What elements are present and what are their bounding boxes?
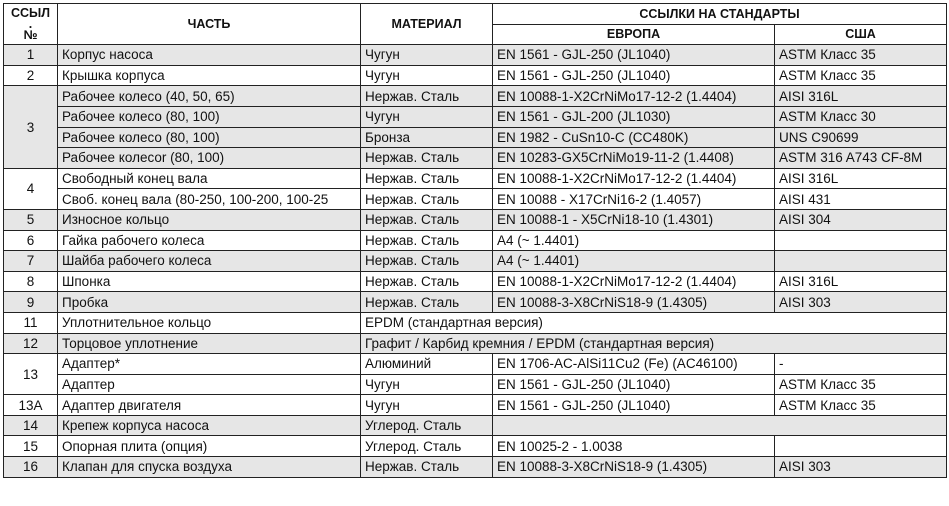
part-cell: Рабочее колесо (80, 100): [58, 106, 361, 127]
table-row: [4, 333, 947, 354]
material-cell: Алюминий: [361, 354, 493, 375]
part-cell: Опорная плита (опция): [58, 436, 361, 457]
europe-standard-cell: EN 10088-1-X2CrNiMo17-12-2 (1.4404): [493, 168, 775, 189]
table-row: [4, 148, 947, 169]
table-row: [4, 45, 947, 66]
europe-standard-cell: EN 10025-2 - 1.0038: [493, 436, 775, 457]
europe-standard-cell: EN 1982 - CuSn10-C (CC480K): [493, 127, 775, 148]
table-row: [4, 209, 947, 230]
europe-standard-cell: EN 10088-3-X8CrNiS18-9 (1.4305): [493, 457, 775, 478]
specification-table-container: [3, 3, 947, 478]
table-row: [4, 415, 947, 436]
part-cell: Крышка корпуса: [58, 65, 361, 86]
table-row: [4, 354, 947, 375]
ref-number-cell: 13A: [4, 395, 58, 416]
material-cell: EPDM (стандартная версия): [361, 312, 947, 333]
usa-standard-cell: AISI 316L: [775, 271, 947, 292]
usa-standard-cell: AISI 431: [775, 189, 947, 210]
table-row: [4, 168, 947, 189]
usa-standard-cell: ASTM Класс 35: [775, 374, 947, 395]
material-cell: Нержав. Сталь: [361, 189, 493, 210]
part-cell: Шайба рабочего колеса: [58, 251, 361, 272]
part-cell: Клапан для спуска воздуха: [58, 457, 361, 478]
standards-cell: [493, 415, 947, 436]
table-row: [4, 251, 947, 272]
material-cell: Нержав. Сталь: [361, 148, 493, 169]
part-cell: Рабочее колесо (40, 50, 65): [58, 86, 361, 107]
table-row: [4, 189, 947, 210]
ref-number-cell: 3: [4, 86, 58, 168]
europe-standard-cell: EN 10088-1-X2CrNiMo17-12-2 (1.4404): [493, 86, 775, 107]
table-row: [4, 271, 947, 292]
table-row: [4, 395, 947, 416]
europe-standard-cell: EN 10088 - X17CrNi16-2 (1.4057): [493, 189, 775, 210]
part-cell: Шпонка: [58, 271, 361, 292]
header-ref-no: [4, 4, 58, 45]
header-ref-line: ССЫЛ: [10, 5, 51, 20]
ref-number-cell: 15: [4, 436, 58, 457]
usa-standard-cell: UNS C90699: [775, 127, 947, 148]
table-row: [4, 230, 947, 251]
ref-number-cell: 7: [4, 251, 58, 272]
part-cell: Торцовое уплотнение: [58, 333, 361, 354]
usa-standard-cell: ASTM Класс 35: [775, 395, 947, 416]
ref-number-cell: 2: [4, 65, 58, 86]
part-cell: Уплотнительное кольцо: [58, 312, 361, 333]
material-cell: Бронза: [361, 127, 493, 148]
part-cell: Гайка рабочего колеса: [58, 230, 361, 251]
material-cell: Чугун: [361, 45, 493, 66]
usa-standard-cell: [775, 230, 947, 251]
part-cell: Износное кольцо: [58, 209, 361, 230]
usa-standard-cell: [775, 436, 947, 457]
material-cell: Нержав. Сталь: [361, 86, 493, 107]
part-cell: Адаптер*: [58, 354, 361, 375]
europe-standard-cell: A4 (~ 1.4401): [493, 251, 775, 272]
ref-number-cell: 5: [4, 209, 58, 230]
table-row: [4, 374, 947, 395]
europe-standard-cell: EN 1706-AC-AlSi11Cu2 (Fe) (AC46100): [493, 354, 775, 375]
table-row: [4, 312, 947, 333]
table-row: [4, 292, 947, 313]
ref-number-cell: 12: [4, 333, 58, 354]
europe-standard-cell: EN 10088-3-X8CrNiS18-9 (1.4305): [493, 292, 775, 313]
ref-number-cell: 16: [4, 457, 58, 478]
table-row: [4, 436, 947, 457]
material-cell: Чугун: [361, 65, 493, 86]
table-row: [4, 127, 947, 148]
material-cell: Нержав. Сталь: [361, 168, 493, 189]
europe-standard-cell: EN 1561 - GJL-250 (JL1040): [493, 374, 775, 395]
part-cell: Рабочее колесо (80, 100): [58, 127, 361, 148]
usa-standard-cell: AISI 316L: [775, 86, 947, 107]
ref-number-cell: 11: [4, 312, 58, 333]
usa-standard-cell: -: [775, 354, 947, 375]
material-cell: Чугун: [361, 106, 493, 127]
europe-standard-cell: EN 1561 - GJL-250 (JL1040): [493, 395, 775, 416]
europe-standard-cell: EN 10088-1-X2CrNiMo17-12-2 (1.4404): [493, 271, 775, 292]
header-ref-line: №: [23, 27, 38, 42]
table-body: [4, 45, 947, 477]
header-ref-line: .: [28, 16, 33, 31]
material-cell: Нержав. Сталь: [361, 230, 493, 251]
ref-number-cell: 6: [4, 230, 58, 251]
europe-standard-cell: EN 10283-GX5CrNiMo19-11-2 (1.4408): [493, 148, 775, 169]
material-cell: Нержав. Сталь: [361, 457, 493, 478]
ref-number-cell: 1: [4, 45, 58, 66]
material-cell: Углерод. Сталь: [361, 436, 493, 457]
ref-number-cell: 13: [4, 354, 58, 395]
ref-number-cell: 8: [4, 271, 58, 292]
part-cell: Рабочее колесоr (80, 100): [58, 148, 361, 169]
material-cell: Углерод. Сталь: [361, 415, 493, 436]
usa-standard-cell: AISI 304: [775, 209, 947, 230]
part-cell: Адаптер: [58, 374, 361, 395]
table-row: [4, 457, 947, 478]
usa-standard-cell: AISI 303: [775, 292, 947, 313]
part-cell: Адаптер двигателя: [58, 395, 361, 416]
usa-standard-cell: ASTM 316 A743 CF-8M: [775, 148, 947, 169]
material-cell: Чугун: [361, 374, 493, 395]
table-row: [4, 106, 947, 127]
part-cell: Корпус насоса: [58, 45, 361, 66]
ref-number-cell: 9: [4, 292, 58, 313]
material-cell: Нержав. Сталь: [361, 271, 493, 292]
table-header: [4, 4, 947, 45]
header-standards: ССЫЛКИ НА СТАНДАРТЫ: [493, 4, 947, 25]
part-cell: Пробка: [58, 292, 361, 313]
header-part: ЧАСТЬ: [58, 4, 361, 45]
material-cell: Графит / Карбид кремния / EPDM (стандартная версия): [361, 333, 947, 354]
header-europe: ЕВРОПА: [493, 24, 775, 45]
usa-standard-cell: ASTM Класс 30: [775, 106, 947, 127]
usa-standard-cell: AISI 303: [775, 457, 947, 478]
usa-standard-cell: AISI 316L: [775, 168, 947, 189]
table-row: [4, 86, 947, 107]
material-cell: Чугун: [361, 395, 493, 416]
ref-number-cell: 14: [4, 415, 58, 436]
usa-standard-cell: ASTM Класс 35: [775, 65, 947, 86]
usa-standard-cell: [775, 251, 947, 272]
part-cell: Свободный конец вала: [58, 168, 361, 189]
materials-table: [3, 3, 947, 478]
europe-standard-cell: EN 1561 - GJL-200 (JL1030): [493, 106, 775, 127]
material-cell: Нержав. Сталь: [361, 251, 493, 272]
usa-standard-cell: ASTM Класс 35: [775, 45, 947, 66]
europe-standard-cell: EN 1561 - GJL-250 (JL1040): [493, 65, 775, 86]
material-cell: Нержав. Сталь: [361, 292, 493, 313]
material-cell: Нержав. Сталь: [361, 209, 493, 230]
europe-standard-cell: EN 10088-1 - X5CrNi18-10 (1.4301): [493, 209, 775, 230]
europe-standard-cell: EN 1561 - GJL-250 (JL1040): [493, 45, 775, 66]
europe-standard-cell: A4 (~ 1.4401): [493, 230, 775, 251]
table-row: [4, 65, 947, 86]
header-material: МАТЕРИАЛ: [361, 4, 493, 45]
header-usa: США: [775, 24, 947, 45]
part-cell: Крепеж корпуса насоса: [58, 415, 361, 436]
ref-number-cell: 4: [4, 168, 58, 209]
part-cell: Своб. конец вала (80-250, 100-200, 100-25: [58, 189, 361, 210]
